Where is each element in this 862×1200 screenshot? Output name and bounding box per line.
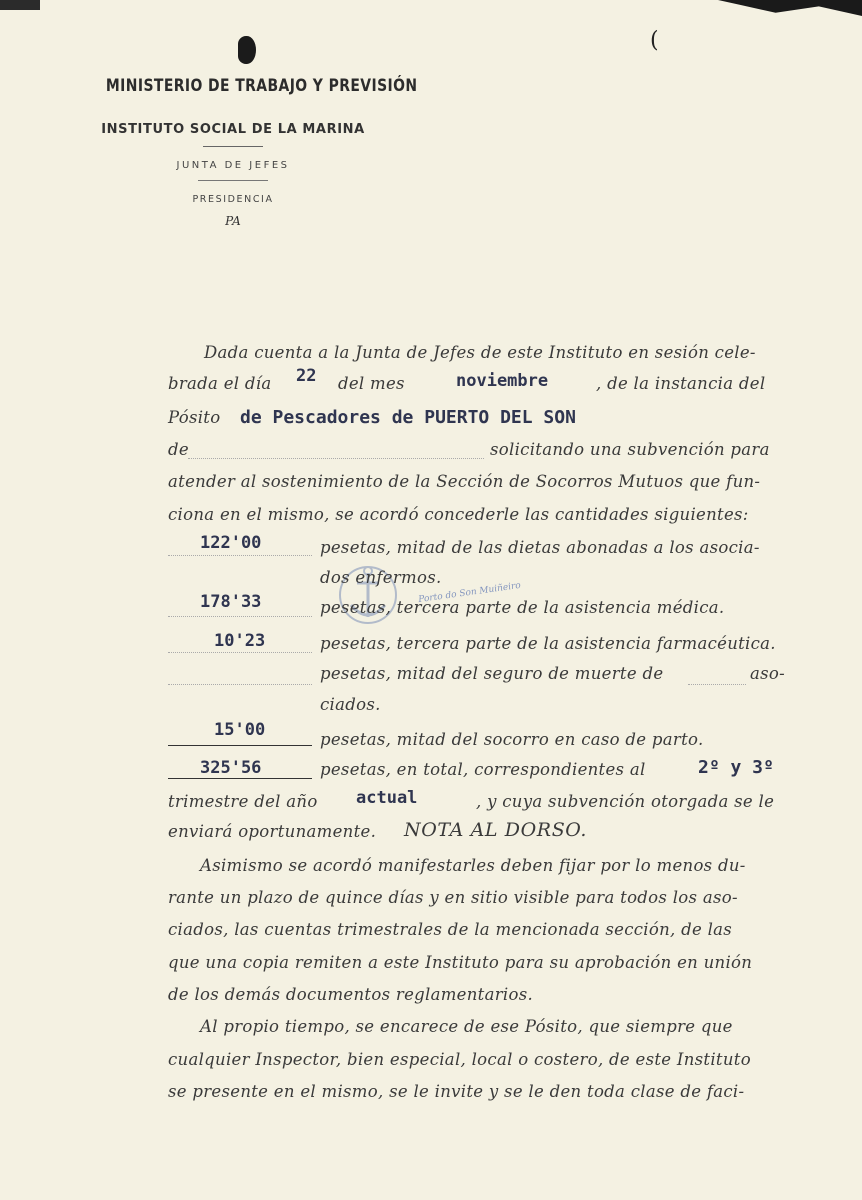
amount-5: 15'00 xyxy=(214,720,266,740)
row-1b: dos enfermos. xyxy=(320,568,442,587)
line-2b: del mes xyxy=(338,374,405,393)
line-6: ciona en el mismo, se acordó concederle las cantidades siguientes: xyxy=(168,505,749,524)
dotted-line xyxy=(168,652,312,653)
dotted-line xyxy=(168,555,312,556)
line-3a: Pósito xyxy=(168,408,221,427)
posito-value: de Pescadores de PUERTO DEL SON xyxy=(240,407,576,428)
p2-line-4: que una copia remiten a este Instituto para su aprobación en unión xyxy=(168,953,753,972)
p3-line-1: Al propio tiempo, se encarece de ese Pósito, que siempre que xyxy=(200,1017,733,1036)
line-7b: , y cuya subvención otorgada se le xyxy=(476,792,775,811)
dotted-line xyxy=(168,684,312,685)
month-value: noviembre xyxy=(456,371,549,391)
line-8: enviará oportunamente. xyxy=(168,822,377,841)
row-4a: pesetas, mitad del seguro de muerte de xyxy=(320,664,664,683)
row-5: pesetas, mitad del socorro en caso de parto. xyxy=(320,730,704,749)
p2-line-1: Asimismo se acordó manifestarles deben fijar por lo menos du- xyxy=(200,856,746,875)
initials: PA xyxy=(225,214,241,228)
row-3: pesetas, tercera parte de la asistencia farmacéutica. xyxy=(320,634,776,653)
row-2: pesetas, tercera parte de la asistencia médica. xyxy=(320,598,725,617)
row-4c: ciados. xyxy=(320,695,381,714)
p2-line-5: de los demás documentos reglamentarios. xyxy=(168,985,534,1004)
underline xyxy=(168,745,312,746)
amount-6: 325'56 xyxy=(200,758,262,778)
junta-heading: JUNTA DE JEFES xyxy=(176,160,290,171)
p2-line-2: rante un plazo de quince días y en sitio visible para todos los aso- xyxy=(168,888,738,907)
p2-line-3: ciados, las cuentas trimestrales de la mencionada sección, de las xyxy=(168,920,733,939)
nota-al-dorso: NOTA AL DORSO. xyxy=(404,819,588,841)
row-1a: pesetas, mitad de las dietas abonadas a los asocia- xyxy=(320,538,760,557)
torn-edge-left xyxy=(0,0,40,10)
ministry-heading: MINISTERIO DE TRABAJO Y PREVISIÓN xyxy=(105,76,418,96)
presidencia-heading: PRESIDENCIA xyxy=(192,194,274,205)
line-4b: solicitando una subvención para xyxy=(490,440,770,459)
row-4b: aso- xyxy=(750,664,786,683)
p3-line-2: cualquier Inspector, bien especial, local o costero, de este Instituto xyxy=(168,1050,751,1069)
punch-hole xyxy=(238,36,256,64)
anchor-stamp xyxy=(333,555,403,635)
dotted-line xyxy=(188,458,484,459)
amount-3: 10'23 xyxy=(214,631,266,651)
trimestre-value: 2º y 3º xyxy=(698,757,774,778)
dotted-line xyxy=(168,616,312,617)
line-1: Dada cuenta a la Junta de Jefes de este Instituto en sesión cele- xyxy=(204,343,756,362)
dotted-line xyxy=(688,684,746,685)
p3-line-3: se presente en el mismo, se le invite y se le den toda clase de faci- xyxy=(168,1082,745,1101)
year-value: actual xyxy=(356,788,418,808)
line-7a: trimestre del año xyxy=(168,792,318,811)
amount-1: 122'00 xyxy=(200,533,262,553)
stamp-text: Porto do Son Muiñeiro xyxy=(417,580,522,606)
line-5: atender al sostenimiento de la Sección de Socorros Mutuos que fun- xyxy=(168,472,761,491)
row-6: pesetas, en total, correspondientes al xyxy=(320,760,646,779)
instituto-heading: INSTITUTO SOCIAL DE LA MARINA xyxy=(101,122,365,137)
divider xyxy=(203,146,263,147)
amount-2: 178'33 xyxy=(200,592,262,612)
divider xyxy=(198,180,268,181)
pen-mark: ( xyxy=(650,28,659,53)
line-4a: de xyxy=(168,440,189,459)
line-2c: , de la instancia del xyxy=(596,374,766,393)
torn-edge-right xyxy=(718,0,862,16)
letterhead xyxy=(78,76,418,228)
line-2a: brada el día xyxy=(168,374,272,393)
day-value: 22 xyxy=(296,366,317,386)
underline xyxy=(168,778,312,779)
